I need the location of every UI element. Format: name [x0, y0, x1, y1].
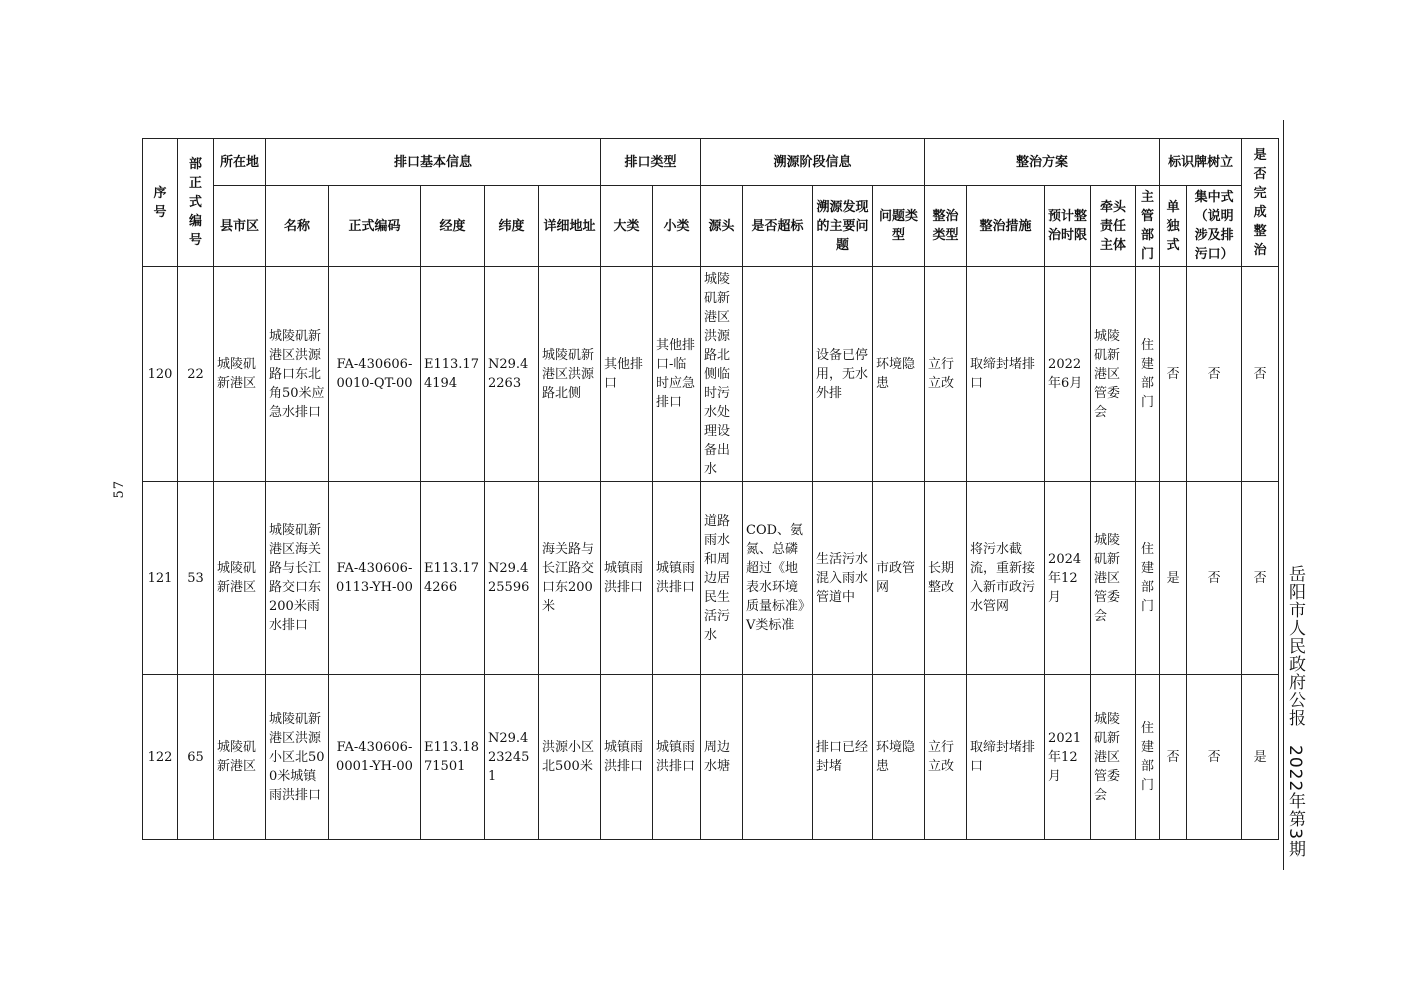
header-trace-stage: 溯源阶段信息 [701, 139, 925, 186]
cell-county: 城陵矶新港区 [214, 267, 266, 482]
cell-authority: 住建部门 [1136, 675, 1160, 840]
cell-exceeded [743, 267, 813, 482]
cell-major: 城镇雨洪排口 [601, 482, 653, 675]
cell-remediation-type: 立行立改 [925, 675, 967, 840]
cell-code: 22 [178, 267, 214, 482]
cell-major: 其他排口 [601, 267, 653, 482]
cell-single: 是 [1160, 482, 1187, 675]
cell-latitude: N29.425596 [485, 482, 539, 675]
cell-lead: 城陵矶新港区管委会 [1091, 267, 1136, 482]
header-minor-class: 小类 [653, 186, 701, 267]
cell-deadline: 2024年12月 [1045, 482, 1091, 675]
cell-exceeded: COD、氨氮、总磷超过《地表水环境质量标准》V类标准 [743, 482, 813, 675]
cell-address: 洪源小区北500米 [539, 675, 601, 840]
header-source: 源头 [701, 186, 743, 267]
header-row-2 [143, 186, 1279, 267]
page-number: 57 [112, 480, 127, 499]
cell-problem-type: 环境隐患 [873, 675, 925, 840]
cell-seq: 122 [143, 675, 178, 840]
header-exceeded: 是否超标 [743, 186, 813, 267]
cell-longitude: E113.1871501 [421, 675, 485, 840]
table-row [143, 267, 1279, 482]
cell-measure: 取缔封堵排口 [967, 267, 1045, 482]
cell-minor: 城镇雨洪排口 [653, 675, 701, 840]
journal-title: 岳阳市人民政府公报 2022年第3期 [1285, 565, 1305, 859]
cell-latitude: N29.42263 [485, 267, 539, 482]
cell-source: 周边水塘 [701, 675, 743, 840]
header-dept-code: 部正式编号 [178, 139, 214, 267]
cell-minor: 其他排口-临时应急排口 [653, 267, 701, 482]
header-centralized: 集中式（说明涉及排污口） [1187, 186, 1242, 267]
header-sign: 标识牌树立 [1160, 139, 1242, 186]
table-row [143, 675, 1279, 840]
outlet-table [142, 138, 1279, 840]
cell-done: 否 [1242, 482, 1279, 675]
cell-problem: 生活污水混入雨水管道中 [813, 482, 873, 675]
header-row-1 [143, 139, 1279, 186]
cell-major: 城镇雨洪排口 [601, 675, 653, 840]
cell-problem-type: 市政管网 [873, 482, 925, 675]
cell-deadline: 2021年12月 [1045, 675, 1091, 840]
header-problem-type: 问题类型 [873, 186, 925, 267]
cell-formal-code: FA-430606-0010-QT-00 [329, 267, 421, 482]
cell-single: 否 [1160, 675, 1187, 840]
cell-name: 城陵矶新港区洪源路口东北角50米应急水排口 [266, 267, 329, 482]
header-formal-code: 正式编码 [329, 186, 421, 267]
cell-formal-code: FA-430606-0113-YH-00 [329, 482, 421, 675]
cell-done: 是 [1242, 675, 1279, 840]
header-name: 名称 [266, 186, 329, 267]
cell-longitude: E113.174266 [421, 482, 485, 675]
cell-lead: 城陵矶新港区管委会 [1091, 482, 1136, 675]
header-county: 县市区 [214, 186, 266, 267]
cell-measure: 将污水截流，重新接入新市政污水管网 [967, 482, 1045, 675]
cell-problem: 排口已经封堵 [813, 675, 873, 840]
cell-address: 城陵矶新港区洪源路北侧 [539, 267, 601, 482]
header-address: 详细地址 [539, 186, 601, 267]
cell-source: 城陵矶新港区洪源路北侧临时污水处理设备出水 [701, 267, 743, 482]
cell-lead: 城陵矶新港区管委会 [1091, 675, 1136, 840]
header-authority: 主管部门 [1136, 186, 1160, 267]
header-problem-found: 溯源发现的主要问题 [813, 186, 873, 267]
header-remediation-type: 整治类型 [925, 186, 967, 267]
cell-source: 道路雨水和周边居民生活污水 [701, 482, 743, 675]
cell-remediation-type: 立行立改 [925, 267, 967, 482]
cell-longitude: E113.174194 [421, 267, 485, 482]
header-outlet-type: 排口类型 [601, 139, 701, 186]
header-deadline: 预计整治时限 [1045, 186, 1091, 267]
cell-deadline: 2022年6月 [1045, 267, 1091, 482]
cell-name: 城陵矶新港区海关路与长江路交口东200米雨水排口 [266, 482, 329, 675]
cell-exceeded [743, 675, 813, 840]
header-measures: 整治措施 [967, 186, 1045, 267]
header-single: 单独式 [1160, 186, 1187, 267]
cell-address: 海关路与长江路交口东200米 [539, 482, 601, 675]
header-plan: 整治方案 [925, 139, 1160, 186]
header-lead-body: 牵头责任主体 [1091, 186, 1136, 267]
cell-done: 否 [1242, 267, 1279, 482]
cell-central: 否 [1187, 675, 1242, 840]
cell-measure: 取缔封堵排口 [967, 675, 1045, 840]
cell-county: 城陵矶新港区 [214, 482, 266, 675]
cell-name: 城陵矶新港区洪源小区北500米城镇雨洪排口 [266, 675, 329, 840]
header-longitude: 经度 [421, 186, 485, 267]
header-seq: 序号 [143, 139, 178, 267]
header-location: 所在地 [214, 139, 266, 186]
cell-remediation-type: 长期整改 [925, 482, 967, 675]
cell-authority: 住建部门 [1136, 267, 1160, 482]
header-completed: 是否完成整治 [1242, 139, 1279, 267]
table-row [143, 482, 1279, 675]
cell-single: 否 [1160, 267, 1187, 482]
cell-problem: 设备已停用，无水外排 [813, 267, 873, 482]
cell-seq: 121 [143, 482, 178, 675]
cell-minor: 城镇雨洪排口 [653, 482, 701, 675]
cell-seq: 120 [143, 267, 178, 482]
cell-authority: 住建部门 [1136, 482, 1160, 675]
header-latitude: 纬度 [485, 186, 539, 267]
cell-formal-code: FA-430606-0001-YH-00 [329, 675, 421, 840]
cell-code: 65 [178, 675, 214, 840]
cell-central: 否 [1187, 482, 1242, 675]
header-basic-info: 排口基本信息 [266, 139, 601, 186]
cell-county: 城陵矶新港区 [214, 675, 266, 840]
cell-latitude: N29.4232451 [485, 675, 539, 840]
cell-code: 53 [178, 482, 214, 675]
cell-problem-type: 环境隐患 [873, 267, 925, 482]
cell-central: 否 [1187, 267, 1242, 482]
header-major-class: 大类 [601, 186, 653, 267]
